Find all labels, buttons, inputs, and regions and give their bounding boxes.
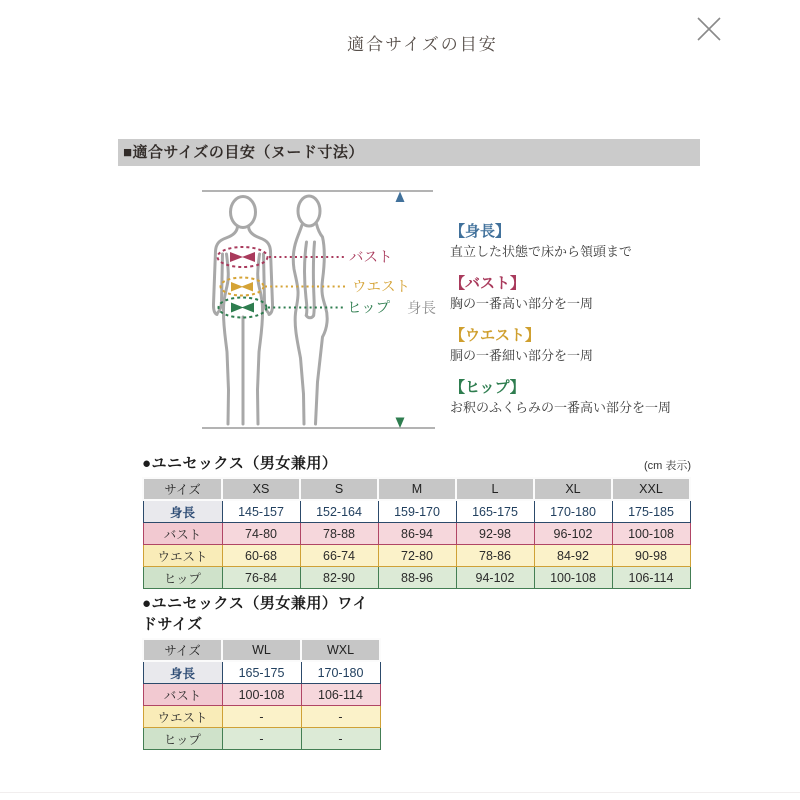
table-cell: 82-90 [300, 567, 378, 589]
table-row-height [143, 500, 690, 523]
row-label: ヒップ [143, 728, 222, 750]
table-row-waist [143, 706, 380, 728]
row-label: 身長 [143, 500, 222, 523]
table-cell: - [301, 706, 380, 728]
table-header-row [143, 639, 380, 661]
legend-item-height [450, 221, 705, 261]
section-heading: ■適合サイズの目安（ヌード寸法） [118, 139, 700, 166]
table-cell: 165-175 [456, 500, 534, 523]
measurement-legend [450, 221, 705, 429]
bottom-divider [0, 792, 800, 793]
table-row-bust [143, 684, 380, 706]
close-button[interactable] [692, 12, 726, 46]
table-cell: 100-108 [612, 523, 690, 545]
hip-measurement-line [219, 298, 391, 318]
legend-item-waist [450, 325, 705, 365]
row-label: ウエスト [143, 545, 222, 567]
wide-size-table-section [142, 595, 381, 750]
table-cell: 175-185 [612, 500, 690, 523]
header-cell: L [456, 478, 534, 500]
table-cell: 74-80 [222, 523, 300, 545]
table-cell: 152-164 [300, 500, 378, 523]
bust-label: バスト [349, 250, 393, 266]
legend-desc-waist: 胴の一番細い部分を一周 [450, 348, 594, 363]
table-cell: - [301, 728, 380, 750]
row-label: バスト [143, 684, 222, 706]
legend-desc-hip: お釈のふくらみの一番高い部分を一周 [450, 400, 672, 415]
header-cell: XL [534, 478, 612, 500]
legend-term-hip: 【ヒップ】 [450, 379, 525, 396]
waist-label: ウエスト [352, 279, 410, 296]
table-row-waist [143, 545, 690, 567]
table-cell: 170-180 [534, 500, 612, 523]
page-title: 適合サイズの目安 [347, 35, 498, 54]
table-cell: 106-114 [612, 567, 690, 589]
hip-label: ヒップ [347, 300, 391, 317]
legend-desc-bust: 胸の一番高い部分を一周 [450, 296, 594, 311]
table-cell: 92-98 [456, 523, 534, 545]
table-row-hip [143, 728, 380, 750]
header-cell: サイズ [143, 478, 222, 500]
row-label: ヒップ [143, 567, 222, 589]
table-cell: 159-170 [378, 500, 456, 523]
unisex-table-title: ●ユニセックス（男女兼用） [142, 455, 338, 472]
side-body-silhouette [293, 196, 327, 424]
unit-note: (cm 表示) [643, 460, 691, 472]
height-label: 身長 [407, 301, 436, 317]
table-cell: - [222, 706, 301, 728]
legend-desc-height: 直立した状態で床から領頭まで [450, 244, 633, 259]
row-label: 身長 [143, 661, 222, 684]
header-cell: XS [222, 478, 300, 500]
header-cell: サイズ [143, 639, 222, 661]
header-cell: WL [222, 639, 301, 661]
table-cell: 170-180 [301, 661, 380, 684]
header-cell: S [300, 478, 378, 500]
table-row-height [143, 661, 380, 684]
front-body-silhouette [213, 197, 272, 425]
legend-term-height: 【身長】 [450, 223, 511, 240]
table-cell: 84-92 [534, 545, 612, 567]
wide-size-table [142, 638, 381, 750]
table-cell: 94-102 [456, 567, 534, 589]
table-cell: 86-94 [378, 523, 456, 545]
header-cell: XXL [612, 478, 690, 500]
legend-item-bust [450, 273, 705, 313]
table-cell: 88-96 [378, 567, 456, 589]
table-cell: 165-175 [222, 661, 301, 684]
table-row-hip [143, 567, 690, 589]
wide-table-title: ●ユニセックス（男女兼用）ワイドサイズ [142, 595, 368, 633]
legend-item-hip [450, 377, 705, 417]
header-cell: WXL [301, 639, 380, 661]
table-cell: 100-108 [534, 567, 612, 589]
legend-term-waist: 【ウエスト】 [450, 327, 541, 344]
row-label: ウエスト [143, 706, 222, 728]
table-cell: 72-80 [378, 545, 456, 567]
table-cell: 78-88 [300, 523, 378, 545]
table-cell: - [222, 728, 301, 750]
table-cell: 145-157 [222, 500, 300, 523]
table-cell: 66-74 [300, 545, 378, 567]
row-label: バスト [143, 523, 222, 545]
table-cell: 78-86 [456, 545, 534, 567]
legend-term-bust: 【バスト】 [450, 275, 526, 292]
header-cell: M [378, 478, 456, 500]
unisex-size-table-section [142, 451, 691, 589]
table-header-row [143, 478, 690, 500]
table-cell: 106-114 [301, 684, 380, 706]
table-cell: 76-84 [222, 567, 300, 589]
height-measurement-arrow [396, 192, 437, 429]
body-measurement-diagram [195, 180, 455, 448]
table-cell: 90-98 [612, 545, 690, 567]
table-cell: 60-68 [222, 545, 300, 567]
table-cell: 100-108 [222, 684, 301, 706]
table-cell: 96-102 [534, 523, 612, 545]
unisex-size-table [142, 477, 691, 589]
close-icon [692, 12, 726, 46]
table-row-bust [143, 523, 690, 545]
